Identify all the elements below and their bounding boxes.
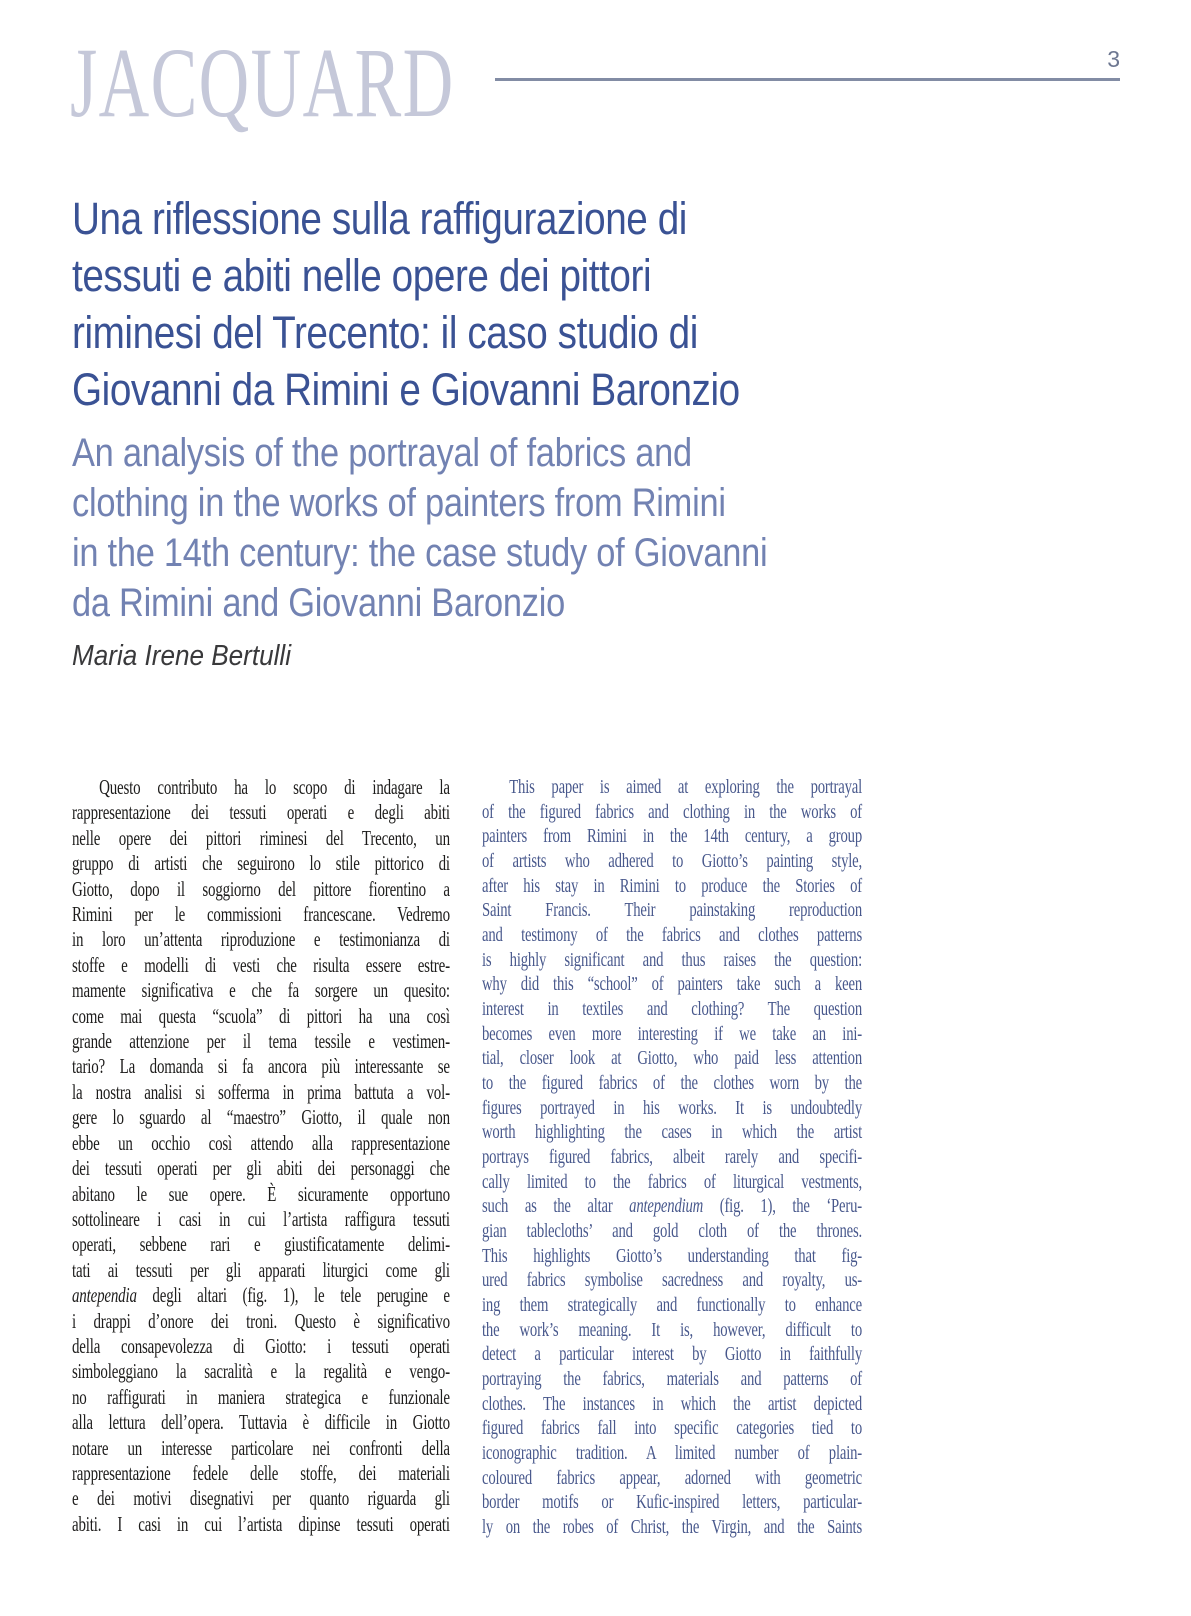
text-line: e dei motivi disegnativi per quanto riguarda gli (72, 1486, 450, 1511)
text-line: simboleggiano la sacralità e la regalità e vengo- (72, 1359, 450, 1384)
text-line: stoffe e modelli di vesti che risulta essere estre- (72, 952, 450, 977)
text-line: tario? La domanda si fa ancora più interessante se (72, 1054, 450, 1079)
text-line: of artists who adhered to Giotto’s painting style, (482, 850, 863, 873)
text-line: la nostra analisi si sofferma in prima battuta a vol- (72, 1079, 450, 1104)
text-line: abiti. I casi in cui l’artista dipinse tessuti operati (72, 1511, 450, 1536)
text-line: to the figured fabrics of the clothes worn by the (482, 1072, 863, 1095)
text-line: border motifs or Kufic-inspired letters, particular- (482, 1491, 863, 1514)
text-line: mamente significativa e che fa sorgere un quesito: (72, 978, 450, 1003)
text-line: abitano le sue opere. È sicuramente opportuno (72, 1181, 450, 1206)
text-line: rappresentazione fedele delle stoffe, dei materiali (72, 1460, 450, 1485)
text-line: rappresentazione dei tessuti operati e degli abiti (72, 800, 450, 825)
text-line: This highlights Giotto’s understanding that fig- (482, 1244, 863, 1267)
text-line: Una riflessione sulla raffigurazione di (72, 193, 687, 244)
text-line: Questo contributo ha lo scopo di indagare la (99, 775, 450, 799)
text-line: della consapevolezza di Giotto: i tessuti operati (72, 1333, 450, 1358)
article-title-english (72, 428, 767, 628)
text-line: nelle opere dei pittori riminesi del Trecento, un (72, 825, 450, 850)
text-line: come mai questa “scuola” di pittori ha una così (72, 1003, 450, 1028)
text-line: detect a particular interest by Giotto in faithfully (482, 1343, 863, 1366)
text-line: iconographic tradition. A limited number of plain- (482, 1442, 863, 1465)
text-line: portrays figured fabrics, albeit rarely and specifi- (482, 1146, 863, 1169)
text-line: ebbe un occhio così attendo alla rappresentazione (72, 1130, 450, 1155)
text-line: grande attenzione per il tema tessile e vestimen- (72, 1029, 450, 1054)
text-line: figured fabrics fall into specific categories tied to (482, 1417, 863, 1440)
text-line: interest in textiles and clothing? The question (482, 998, 863, 1021)
text-line: cally limited to the fabrics of liturgical vestments, (482, 1170, 863, 1193)
text-line: ured fabrics symbolise sacredness and royalty, us- (482, 1269, 863, 1292)
text-line: such as the altar antependium (fig. 1), the ‘Peru- (482, 1195, 863, 1218)
text-line: Giovanni da Rimini e Giovanni Baronzio (72, 364, 740, 415)
text-line: Saint Francis. Their painstaking reproduction (482, 899, 863, 922)
text-line: coloured fabrics appear, adorned with geometric (482, 1466, 863, 1489)
article-author: Maria Irene Bertulli (72, 640, 292, 672)
text-line: tati ai tessuti per gli apparati liturgici come gli (72, 1257, 450, 1282)
text-line: An analysis of the portrayal of fabrics and (72, 431, 692, 475)
text-line: i drappi d’onore dei troni. Questo è significativo (72, 1308, 450, 1333)
text-line: tial, closer look at Giotto, who paid less attention (482, 1047, 863, 1070)
text-line: gere lo sguardo al “maestro” Giotto, il quale non (72, 1105, 450, 1130)
column-italian (72, 775, 450, 1537)
text-line: Rimini per le commissioni francescane. Vedremo (72, 902, 450, 927)
column-english (482, 775, 862, 1540)
text-line: in loro un’attenta riproduzione e testimonianza di (72, 927, 450, 952)
text-line: operati, sebbene rari e giustificatamente delimi- (72, 1232, 450, 1257)
text-line: tessuti e abiti nelle opere dei pittori (72, 250, 652, 301)
text-line: This paper is aimed at exploring the portrayal (509, 776, 863, 798)
text-line: sottolineare i casi in cui l’artista raffigura tessuti (72, 1206, 450, 1231)
text-line: clothing in the works of painters from Rimini (72, 481, 726, 525)
text-line: why did this “school” of painters take such a keen (482, 973, 863, 996)
text-line: notare un interesse particolare nei confronti della (72, 1435, 450, 1460)
article-title-italian (72, 190, 740, 418)
text-line: becomes even more interesting if we take an ini- (482, 1022, 863, 1045)
text-line: the work’s meaning. It is, however, difficult to (482, 1318, 863, 1341)
page-number: 3 (1107, 46, 1120, 72)
text-line: ly on the robes of Christ, the Virgin, and the Saints (482, 1516, 863, 1539)
text-line: alla lettura dell’opera. Tuttavia è difficile in Giotto (72, 1410, 450, 1435)
text-line: figures portrayed in his works. It is undoubtedly (482, 1096, 863, 1119)
text-line: portraying the fabrics, materials and patterns of (482, 1368, 863, 1391)
text-line: gian tablecloths’ and gold cloth of the thrones. (482, 1220, 863, 1243)
text-line: of the figured fabrics and clothing in the works of (482, 800, 863, 823)
text-line: ing them strategically and functionally to enhance (482, 1294, 863, 1317)
text-line: dei tessuti operati per gli abiti dei personaggi che (72, 1156, 450, 1181)
header-rule (495, 78, 1120, 81)
text-line: riminesi del Trecento: il caso studio di (72, 307, 698, 358)
journal-logo: JACQUARD (70, 27, 455, 138)
text-line: no raffigurati in maniera strategica e funzionale (72, 1384, 450, 1409)
text-line: antependia degli altari (fig. 1), le tele perugine e (72, 1283, 450, 1308)
text-line: painters from Rimini in the 14th century, a group (482, 825, 863, 848)
text-line: in the 14th century: the case study of Giovanni (72, 531, 768, 575)
text-line: gruppo di artisti che seguirono lo stile pittorico di (72, 851, 450, 876)
text-line: worth highlighting the cases in which the artist (482, 1121, 863, 1144)
text-line: is highly significant and thus raises the question: (482, 948, 863, 971)
text-line: Giotto, dopo il soggiorno del pittore fiorentino a (72, 876, 450, 901)
text-line: clothes. The instances in which the artist depicted (482, 1392, 863, 1415)
text-line: da Rimini and Giovanni Baronzio (72, 581, 565, 625)
text-line: after his stay in Rimini to produce the Stories of (482, 874, 863, 897)
text-line: and testimony of the fabrics and clothes patterns (482, 924, 863, 947)
